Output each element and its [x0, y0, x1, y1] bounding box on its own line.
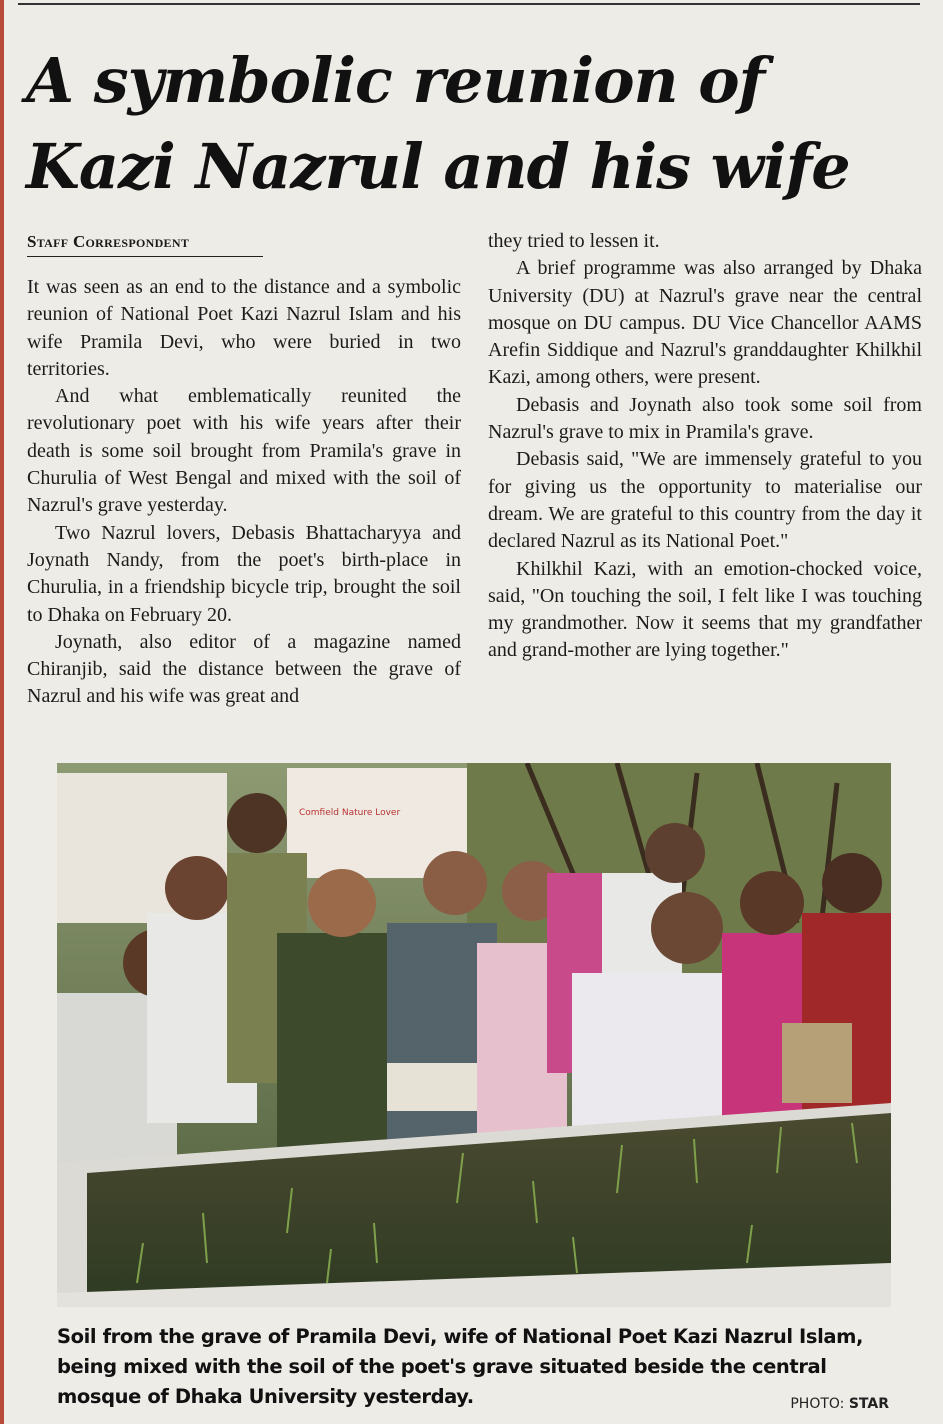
paragraph: Joynath, also editor of a magazine named Chiranjib, said the distance between the grave of Nazrul and his wife was great and: [27, 630, 461, 708]
paragraph: Debasis said, "We are immensely grateful to you for giving us the opportunity to materialise our dream. We are grateful to this country from the day it declared Nazrul as its National Poet.": [488, 448, 922, 553]
photo-credit: [790, 1396, 889, 1412]
news-photo: [57, 763, 891, 1307]
photo-credit-source: STAR: [848, 1396, 889, 1412]
paragraph: Debasis and Joynath also took some soil from Nazrul's grave to mix in Pramila's grave.: [488, 393, 922, 444]
photo-illustration: [57, 763, 891, 1307]
top-rule: [18, 3, 920, 5]
paragraph: It was seen as an end to the distance and a symbolic reunion of National Poet Kazi Nazrul Islam and his wife Pramila Devi, who were buried in two territories.: [27, 276, 461, 380]
banner-text: Comfield Nature Lover: [299, 808, 401, 818]
article-column-2: [488, 228, 922, 665]
paragraph: A brief programme was also arranged by Dhaka University (DU) at Nazrul's grave near the central mosque on DU campus. DU Vice Chancellor AAMS Arefin Siddique and Nazrul's granddaughter Khilkhil Kazi, among others, were present.: [488, 257, 922, 389]
headline: A symbolic reunion of Kazi Nazrul and his wife: [26, 44, 850, 203]
article-column-1: [27, 274, 461, 711]
paragraph: Khilkhil Kazi, with an emotion-chocked voice, said, "On touching the soil, I felt like I was touching my grandmother. Now it seems that my grandfather and grand-mother are lying together.": [488, 557, 922, 662]
photo-credit-label: PHOTO:: [790, 1396, 845, 1412]
paragraph: they tried to lessen it.: [488, 230, 660, 252]
paragraph: And what emblematically reunited the revolutionary poet with his wife years after their death is some soil brought from Pramila's grave in Churulia of West Bengal and mixed with the soil of Nazrul's grave yesterday.: [27, 385, 461, 517]
page-edge-rule: [0, 0, 4, 1424]
paragraph: Two Nazrul lovers, Debasis Bhattacharyya and Joynath Nandy, from the poet's birth-place in Churulia, in a friendship bicycle trip, brought the soil to Dhaka on February 20.: [27, 521, 461, 626]
byline: Staff Correspondent: [27, 232, 263, 257]
photo-caption: Soil from the grave of Pramila Devi, wife of National Poet Kazi Nazrul Islam, being mixed with the soil of the poet's grave situated beside the central mosque of Dhaka University yesterday.: [57, 1325, 864, 1408]
